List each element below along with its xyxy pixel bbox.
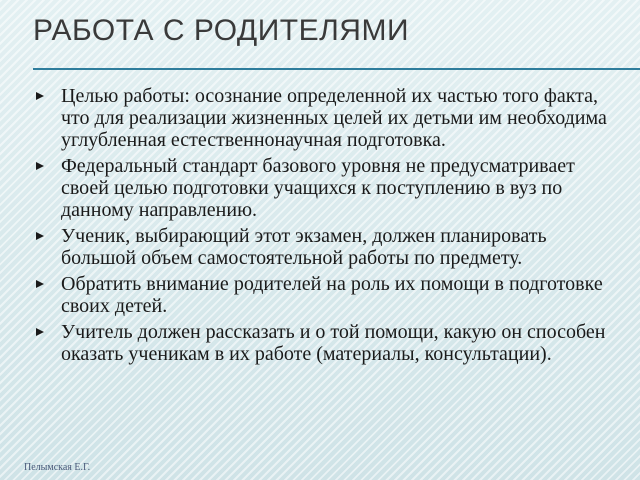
- bullet-list: [34, 85, 624, 369]
- bullet-text: Федеральный стандарт базового уровня не предусматривает своей целью подготовки учащихся к поступлению в вуз по данному направлению.: [61, 155, 575, 221]
- triangle-bullet-icon: [36, 328, 44, 336]
- bullet-text: Учитель должен рассказать и о той помощи, какую он способен оказать ученикам в их работе (материалы, консультации).: [61, 321, 606, 365]
- triangle-bullet-icon: [36, 280, 44, 288]
- bullet-item: [34, 321, 624, 365]
- bullet-text: Ученик, выбирающий этот экзамен, должен планировать большой объем самостоятельной работы по предмету.: [61, 225, 547, 269]
- triangle-bullet-icon: [36, 232, 44, 240]
- bullet-text: Обратить внимание родителей на роль их помощи в подготовке своих детей.: [61, 273, 603, 317]
- bullet-item: [34, 225, 624, 269]
- triangle-bullet-icon: [36, 92, 44, 100]
- bullet-text: Целью работы: осознание определенной их частью того факта, что для реализации жизненных целей их детьми им необходима углубленная естественнонаучная подготовка.: [61, 85, 607, 151]
- triangle-bullet-icon: [36, 162, 44, 170]
- slide-title: РАБОТА С РОДИТЕЛЯМИ: [33, 14, 410, 47]
- title-divider: [33, 68, 640, 70]
- bullet-item: [34, 85, 624, 151]
- footer-author: Пелымская Е.Г.: [24, 462, 91, 473]
- bullet-item: [34, 273, 624, 317]
- bullet-item: [34, 155, 624, 221]
